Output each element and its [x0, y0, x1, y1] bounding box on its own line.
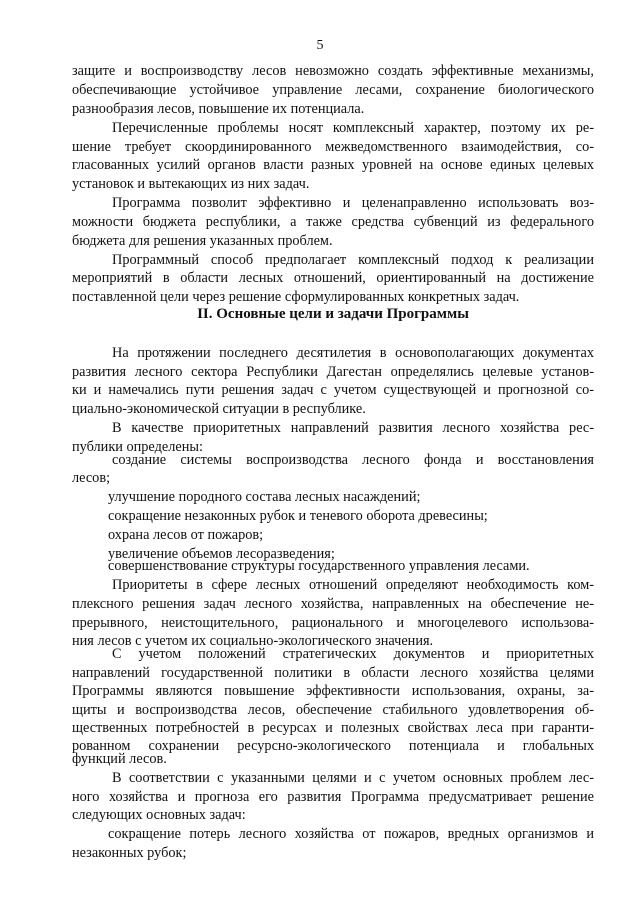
- text-line: рованном сохранении ресурсно-экологического потенциала и глобальных: [72, 738, 594, 754]
- text-line: щественных потребностей в ресурсах и полезных свойствах леса при гаранти-: [72, 720, 594, 736]
- text-line: прерывного, неистощительного, рационального и многоцелевого использова-: [72, 615, 594, 631]
- text-line: защите и воспроизводству лесов невозможно создать эффективные механизмы,: [72, 63, 594, 79]
- text-line: мероприятий в области лесных отношений, ориентированный на достижение: [72, 270, 594, 286]
- text-line: Программы являются повышение эффективности использования, охраны, за-: [72, 683, 594, 699]
- text-line: ки и намечались пути решения задач с учетом существующей и прогнозной со-: [72, 382, 594, 398]
- text-line: можности бюджета республики, а также средства субвенций из федерального: [72, 214, 594, 230]
- text-line: Программа позволит эффективно и целенаправленно использовать воз-: [112, 195, 594, 211]
- list-item-continuation: незаконных рубок;: [72, 845, 187, 861]
- list-item: увеличение объемов лесоразведения;: [108, 546, 335, 562]
- text-line: Приоритеты в сфере лесных отношений определяют необходимость ком-: [112, 577, 594, 593]
- text-line: плексного решения задач лесного хозяйства, направленных на обеспечение не-: [72, 596, 594, 612]
- text-line: С учетом положений стратегических документов и приоритетных: [112, 646, 594, 662]
- text-line: Программный способ предполагает комплексный подход к реализации: [112, 252, 594, 268]
- text-line: установок и вытекающих из них задач.: [72, 176, 310, 192]
- text-line: В качестве приоритетных направлений развития лесного хозяйства рес-: [112, 420, 594, 436]
- text-line: ния лесов с учетом их социально-экологического значения.: [72, 633, 434, 649]
- text-line: шение требует скоординированного межведомственного взаимодействия, со-: [72, 139, 594, 155]
- text-line: развития лесного сектора Республики Дагестан определялись целевые установ-: [72, 364, 594, 380]
- list-item: сокращение незаконных рубок и теневого оборота древесины;: [108, 508, 488, 524]
- list-item: улучшение породного состава лесных насаждений;: [108, 489, 421, 505]
- list-item: охрана лесов от пожаров;: [108, 527, 264, 543]
- list-item: сокращение потерь лесного хозяйства от пожаров, вредных организмов и: [108, 826, 594, 842]
- text-line: бюджета для решения указанных проблем.: [72, 233, 333, 249]
- text-line: ного хозяйства и прогноза его развития Программа предусматривает решение: [72, 789, 594, 805]
- list-item-continuation: лесов;: [72, 470, 111, 486]
- text-line: функций лесов.: [72, 751, 167, 767]
- text-line: На протяжении последнего десятилетия в основополагающих документах: [112, 345, 594, 361]
- text-line: публики определены:: [72, 439, 203, 455]
- text-line: разнообразия лесов, повышение их потенциала.: [72, 101, 365, 117]
- text-line: следующих основных задач:: [72, 807, 246, 823]
- list-item: создание системы воспроизводства лесного фонда и восстановления: [112, 452, 594, 468]
- text-line: щиты и воспроизводства лесов, обеспечение стабильного удовлетворения об-: [72, 702, 594, 718]
- page-number: 5: [316, 38, 324, 53]
- text-line: В соответствии с указанными целями и с учетом основных проблем лес-: [112, 770, 594, 786]
- text-line: Перечисленные проблемы носят комплексный характер, поэтому их ре-: [112, 120, 594, 136]
- list-item: совершенствование структуры государственного управления лесами.: [108, 558, 530, 574]
- text-line: обеспечивающие устойчивое управление лесами, сохранение биологического: [72, 82, 594, 98]
- text-line: направлений государственной политики в области лесного хозяйства целями: [72, 665, 594, 681]
- text-line: гласованных усилий органов власти разных уровней на основе единых целевых: [72, 157, 594, 173]
- text-line: поставленной цели через решение сформулированных конкретных задач.: [72, 289, 520, 305]
- section-heading: II. Основные цели и задачи Программы: [197, 306, 469, 322]
- text-line: циально-экономической ситуации в республике.: [72, 401, 366, 417]
